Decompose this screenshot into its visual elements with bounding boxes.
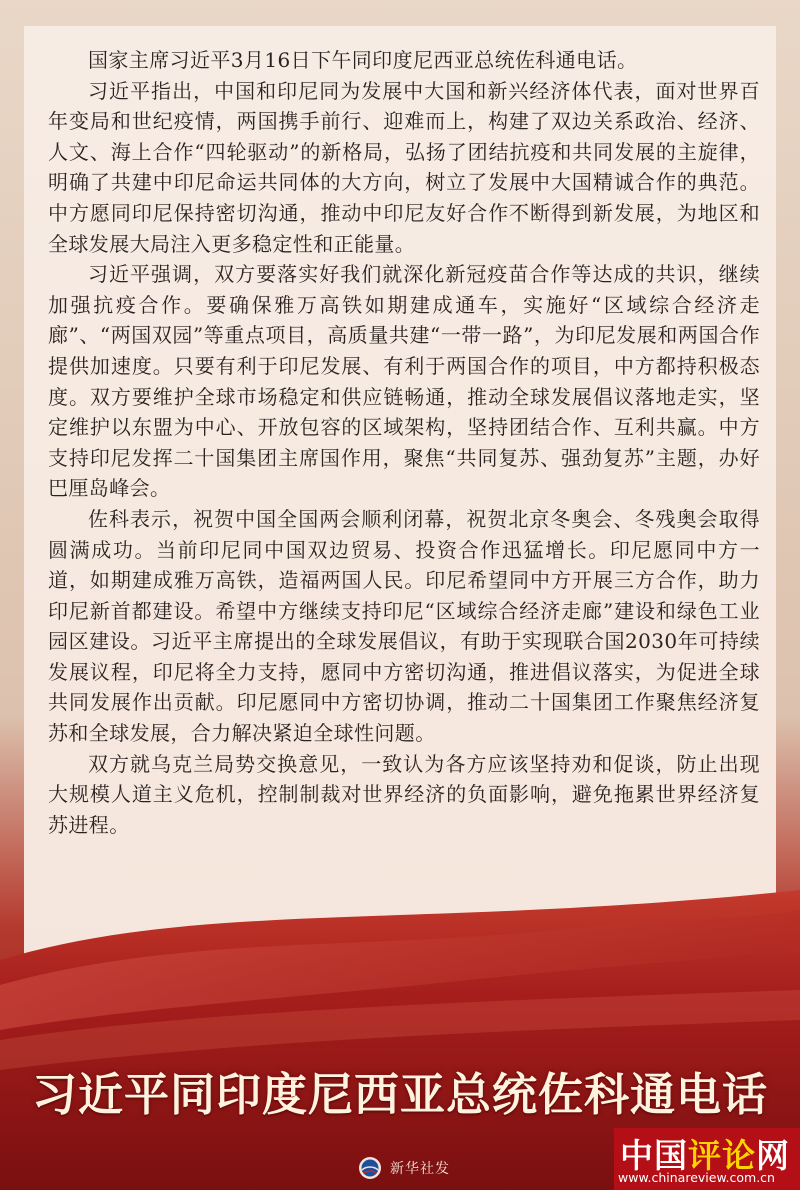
article-body bbox=[48, 45, 760, 840]
paragraph-xi-stresses: 习近平强调，双方要落实好我们就深化新冠疫苗合作等达成的共识，继续加强抗疫合作。要确保雅万高铁如期建成通车，实施好“区域综合经济走廊”、“两国双园”等重点项目，高质量共建“一带一路”，为印尼发展和两国合作提供加速度。只要有利于印尼发展、有利于两国合作的项目，中方都持积极态度。双方要维护全球市场稳定和供应链畅通，推动全球发展倡议落地走实，坚定维护以东盟为中心、开放包容的区域架构，坚持团结合作、互利共赢。中方支持印尼发挥二十国集团主席国作用，聚焦“共同复苏、强劲复苏”主题，办好巴厘岛峰会。 bbox=[48, 262, 760, 501]
headline-title: 习近平同印度尼西亚总统佐科通电话 bbox=[31, 1068, 768, 1121]
paragraph-lead: 国家主席习近平3月16日下午同印度尼西亚总统佐科通电话。 bbox=[88, 48, 638, 72]
chinareview-watermark[interactable] bbox=[614, 1128, 800, 1190]
xinhua-logo-icon bbox=[358, 1156, 382, 1180]
paragraph-xi-points: 习近平指出，中国和印尼同为发展中大国和新兴经济体代表，面对世界百年变局和世纪疫情，两国携手前行、迎难而上，构建了双边关系政治、经济、人文、海上合作“四轮驱动”的新格局，弘扬了团结抗疫和共同发展的主旋律，明确了共建中印尼命运共同体的大方向，树立了发展中大国精诚合作的典范。中方愿同印尼保持密切沟通，推动中印尼友好合作不断得到新发展，为地区和全球发展大局注入更多稳定性和正能量。 bbox=[48, 78, 760, 256]
watermark-brand-accent: 评论 bbox=[688, 1136, 756, 1175]
watermark-brand-part1: 中国 bbox=[620, 1136, 688, 1175]
agency-name: 新华社发 bbox=[390, 1161, 450, 1177]
watermark-brand-part2: 网 bbox=[756, 1136, 790, 1175]
paragraph-ukraine: 双方就乌克兰局势交换意见，一致认为各方应该坚持劝和促谈，防止出现大规模人道主义危机，控制制裁对世界经济的负面影响，避免拖累世界经济复苏进程。 bbox=[48, 751, 760, 837]
watermark-url[interactable]: www.chinareview.com.cn bbox=[618, 1170, 775, 1185]
paragraph-widodo: 佐科表示，祝贺中国全国两会顺利闭幕，祝贺北京冬奥会、冬残奥会取得圆满成功。当前印尼同中国双边贸易、投资合作迅猛增长。印尼愿同中方一道，如期建成雅万高铁，造福两国人民。印尼希望同中方开展三方合作，助力印尼新首都建设。希望中方继续支持印尼“区域综合经济走廊”建设和绿色工业园区建设。习近平主席提出的全球发展倡议，有助于实现联合国2030年可持续发展议程，印尼将全力支持，愿同中方密切沟通，推进倡议落实，为促进全球共同发展作出贡献。印尼愿同中方密切协调，推动二十国集团工作聚焦经济复苏和全球发展，合力解决紧迫全球性问题。 bbox=[48, 506, 760, 746]
agency-credit bbox=[358, 1153, 450, 1183]
